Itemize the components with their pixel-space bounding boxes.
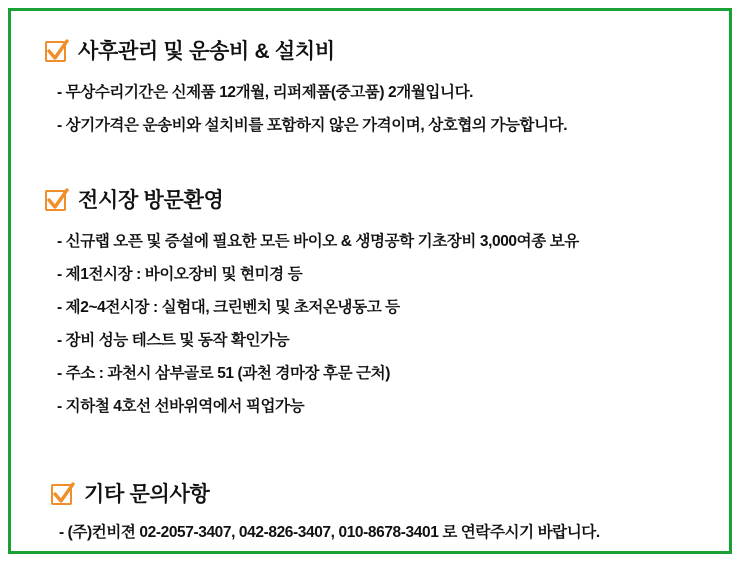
body-line: - 지하철 4호선 선바위역에서 픽업가능 [57,397,305,415]
section-body [37,225,703,423]
section-title: 사후관리 및 운송비 & 설치비 [78,40,335,63]
checkbox-checked-icon [45,41,66,62]
body-line: - 신규랩 오픈 및 증설에 필요한 모든 바이오 & 생명공학 기초장비 3,000여종 보유 [57,232,579,250]
body-line: - 무상수리기간은 신제품 12개월, 리퍼제품(중고품) 2개월입니다. [57,83,474,101]
body-line: - 장비 성능 테스트 및 동작 확인가능 [57,331,290,349]
section-title: 전시장 방문환영 [78,189,224,213]
body-line: - 제2~4전시장 : 실험대, 크린벤치 및 초저온냉동고 등 [57,298,400,316]
section-showroom-visit [37,188,703,423]
section-body [37,76,703,142]
body-line: - 제1전시장 : 바이오장비 및 현미경 등 [57,265,303,283]
section-header [37,482,703,507]
checkbox-checked-icon [45,190,66,211]
section-title: 기타 문의사항 [84,482,210,506]
body-line: - 주소 : 과천시 삼부골로 51 (과천 경마장 후문 근처) [57,364,390,382]
section-header [37,39,703,64]
body-line: - (주)컨비젼 02-2057-3407, 042-826-3407, 010-8678-3401 로 연락주시기 바랍니다. [59,524,600,542]
section-after-sales [37,39,703,142]
body-line: - 상기가격은 운송비와 설치비를 포함하지 않은 가격이며, 상호협의 가능합니다. [57,116,568,134]
green-bordered-panel [8,8,732,554]
checkbox-checked-icon [51,484,72,505]
section-other-inquiries [37,482,703,550]
section-header [37,188,703,213]
section-body [37,517,703,550]
